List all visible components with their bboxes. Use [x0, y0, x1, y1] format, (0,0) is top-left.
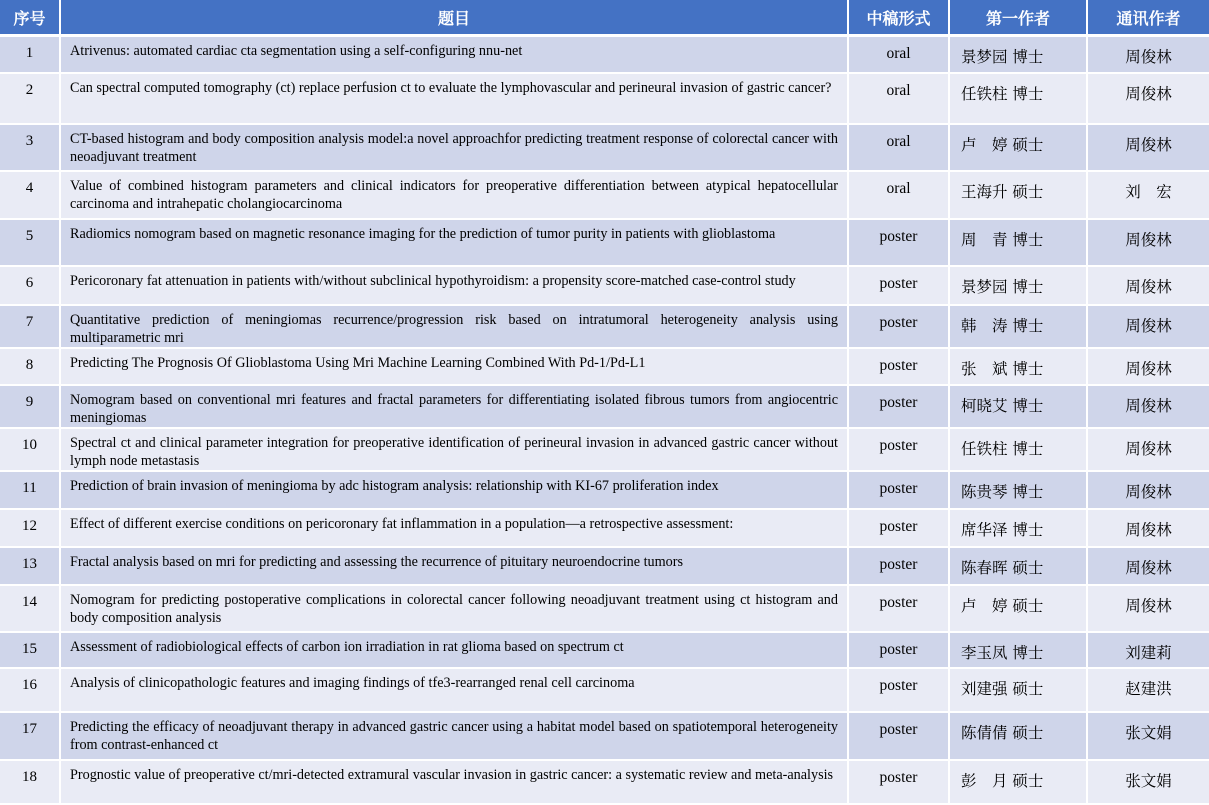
row-first-author [949, 760, 1087, 804]
row-first-author-text: 张 斌 博士 [961, 359, 1044, 378]
row-first-author [949, 547, 1087, 585]
row-corresponding-author [1087, 471, 1209, 509]
row-corresponding-author-text: 周俊林 [1125, 396, 1172, 415]
row-no [0, 760, 60, 804]
row-first-author-text: 刘建强 硕士 [961, 679, 1044, 698]
row-corresponding-author-text: 周俊林 [1125, 48, 1172, 66]
row-title-text: Prognostic value of preoperative ct/mri-detected extramural vascular invasion in gastric cancer: a systematic review and meta-analysis [70, 766, 834, 783]
row-title [60, 632, 848, 668]
row-corresponding-author-text: 周俊林 [1125, 482, 1172, 501]
row-first-author [949, 471, 1087, 509]
row-title-text: Analysis of clinicopathologic features and imaging findings of tfe3-rearranged renal cell carcinoma [70, 674, 635, 691]
row-no [0, 385, 60, 428]
row-first-author [949, 124, 1087, 171]
row-no [0, 266, 60, 305]
header-title: 题目 [60, 0, 848, 36]
row-format-text: poster [879, 436, 918, 454]
row-corresponding-author [1087, 712, 1209, 760]
row-first-author-text: 卢 婷 硕士 [961, 596, 1044, 615]
row-no [0, 632, 60, 668]
row-no [0, 471, 60, 509]
row-corresponding-author [1087, 266, 1209, 305]
row-format [848, 73, 949, 124]
row-title-text: Nomogram based on conventional mri features and fractal parameters for differentiating isolated fibrous tumors from angiocentric meningiomas [70, 391, 838, 426]
row-first-author-text: 陈倩倩 硕士 [961, 723, 1044, 742]
row-title [60, 385, 848, 428]
row-title-text: Prediction of brain invasion of meningioma by adc histogram analysis: relationship with KI-67 proliferation index [70, 477, 719, 494]
row-corresponding-author [1087, 73, 1209, 124]
row-corresponding-author-text: 张文娟 [1125, 723, 1172, 742]
row-first-author-text: 任铁柱 博士 [961, 439, 1044, 458]
row-title [60, 73, 848, 124]
row-format-text: poster [879, 517, 918, 535]
row-title [60, 760, 848, 804]
row-title [60, 428, 848, 471]
header-row [0, 0, 1209, 36]
row-title-text: Nomogram for predicting postoperative complications in colorectal cancer following neoadjuvant treatment using ct histogram and body composition analysis [70, 591, 838, 626]
row-first-author-text: 席华泽 博士 [961, 520, 1044, 539]
row-title [60, 348, 848, 385]
row-title [60, 547, 848, 585]
row-first-author-text: 周 青 博士 [961, 230, 1044, 249]
row-corresponding-author-text: 刘 宏 [1125, 182, 1172, 201]
row-no [0, 585, 60, 632]
row-first-author-text: 彭 月 硕士 [961, 771, 1044, 790]
row-first-author-text: 景梦园 博士 [961, 277, 1044, 296]
row-title [60, 219, 848, 266]
row-no-text: 8 [25, 356, 34, 373]
row-corresponding-author [1087, 760, 1209, 804]
row-corresponding-author-text: 周俊林 [1125, 277, 1172, 296]
table-row [0, 632, 1209, 668]
row-title [60, 305, 848, 348]
row-first-author [949, 712, 1087, 760]
table-row [0, 668, 1209, 712]
row-corresponding-author-text: 周俊林 [1125, 596, 1172, 615]
row-title-text: Radiomics nomogram based on magnetic resonance imaging for the prediction of tumor purity in patients with glioblastoma [70, 225, 776, 242]
row-first-author-text: 任铁柱 博士 [961, 84, 1044, 103]
row-first-author [949, 428, 1087, 471]
table-row [0, 760, 1209, 804]
row-format [848, 668, 949, 712]
row-title-text: Atrivenus: automated cardiac cta segmentation using a self-configuring nnu-net [70, 43, 523, 59]
row-no-text: 10 [22, 436, 37, 453]
table-row [0, 36, 1209, 73]
row-no-text: 12 [22, 517, 37, 534]
table-row [0, 712, 1209, 760]
row-title [60, 471, 848, 509]
row-no-text: 4 [25, 179, 34, 196]
row-format-text: poster [879, 479, 918, 497]
row-format [848, 547, 949, 585]
row-format-text: oral [886, 179, 911, 197]
header-format: 中稿形式 [848, 0, 949, 36]
table-row [0, 348, 1209, 385]
table-row [0, 73, 1209, 124]
row-format-text: poster [879, 640, 918, 658]
row-no [0, 509, 60, 547]
row-corresponding-author-text: 张文娟 [1125, 771, 1172, 790]
row-title [60, 171, 848, 219]
header-no: 序号 [0, 0, 60, 36]
row-format [848, 124, 949, 171]
row-format [848, 171, 949, 219]
row-format-text: poster [879, 768, 918, 786]
row-first-author [949, 305, 1087, 348]
row-format [848, 509, 949, 547]
row-first-author-text: 陈春晖 硕士 [961, 558, 1044, 577]
row-format-text: poster [879, 676, 918, 694]
table-row [0, 585, 1209, 632]
row-no-text: 3 [25, 132, 34, 149]
row-format [848, 760, 949, 804]
row-corresponding-author [1087, 547, 1209, 585]
row-corresponding-author [1087, 428, 1209, 471]
row-first-author [949, 73, 1087, 124]
row-first-author [949, 668, 1087, 712]
row-title [60, 36, 848, 73]
row-format-text: poster [879, 393, 918, 411]
row-no-text: 18 [22, 768, 37, 785]
row-corresponding-author [1087, 585, 1209, 632]
row-format [848, 219, 949, 266]
row-corresponding-author-text: 周俊林 [1125, 230, 1172, 249]
row-corresponding-author [1087, 509, 1209, 547]
row-title-text: Predicting the efficacy of neoadjuvant therapy in advanced gastric cancer using a habitat model based on spatiotemporal heterogeneity from contrast-enhanced ct [70, 718, 838, 753]
row-format [848, 36, 949, 73]
row-no-text: 16 [22, 676, 37, 693]
row-format-text: poster [879, 356, 918, 374]
table-row [0, 471, 1209, 509]
row-format [848, 266, 949, 305]
row-format [848, 585, 949, 632]
table-row [0, 219, 1209, 266]
row-no-text: 6 [25, 274, 34, 291]
row-no [0, 712, 60, 760]
header-corresponding-author: 通讯作者 [1087, 0, 1209, 36]
table-body [0, 36, 1209, 804]
row-corresponding-author-text: 周俊林 [1125, 135, 1172, 154]
row-title [60, 266, 848, 305]
table-row [0, 547, 1209, 585]
row-first-author [949, 219, 1087, 266]
row-title-text: Pericoronary fat attenuation in patients with/without subclinical hypothyroidism: a propensity score-matched case-control study [70, 272, 796, 289]
row-first-author-text: 王海升 硕士 [961, 182, 1044, 201]
row-title-text: Assessment of radiobiological effects of carbon ion irradiation in rat glioma based on spectrum ct [70, 638, 624, 655]
row-no [0, 547, 60, 585]
row-title-text: Fractal analysis based on mri for predicting and assessing the recurrence of pituitary neuroendocrine tumors [70, 553, 684, 570]
row-format [848, 348, 949, 385]
row-title-text: Can spectral computed tomography (ct) replace perfusion ct to evaluate the lymphovascular and perineural invasion of gastric cancer? [70, 79, 832, 96]
row-corresponding-author [1087, 171, 1209, 219]
row-title [60, 712, 848, 760]
row-first-author [949, 171, 1087, 219]
row-format-text: poster [879, 593, 918, 611]
row-no [0, 428, 60, 471]
row-corresponding-author [1087, 632, 1209, 668]
table-row [0, 428, 1209, 471]
row-title-text: Predicting The Prognosis Of Glioblastoma Using Mri Machine Learning Combined With Pd-1/Pd-L1 [70, 354, 646, 371]
row-first-author [949, 385, 1087, 428]
row-no-text: 9 [25, 393, 34, 410]
row-title [60, 668, 848, 712]
table-row [0, 305, 1209, 348]
row-title [60, 509, 848, 547]
row-corresponding-author [1087, 305, 1209, 348]
row-no-text: 13 [22, 555, 37, 572]
row-corresponding-author [1087, 124, 1209, 171]
row-no-text: 17 [22, 720, 37, 737]
row-title [60, 124, 848, 171]
row-no [0, 36, 60, 73]
row-corresponding-author-text: 周俊林 [1125, 359, 1172, 378]
row-first-author-text: 韩 涛 博士 [961, 316, 1044, 335]
row-corresponding-author-text: 周俊林 [1125, 520, 1172, 539]
table-row [0, 509, 1209, 547]
row-corresponding-author-text: 赵建洪 [1125, 679, 1172, 698]
row-no [0, 348, 60, 385]
row-first-author-text: 柯晓艾 博士 [961, 396, 1044, 415]
row-first-author-text: 景梦园 博士 [961, 48, 1044, 66]
row-format-text: poster [879, 274, 918, 292]
row-corresponding-author [1087, 348, 1209, 385]
row-first-author [949, 632, 1087, 668]
header-first-author: 第一作者 [949, 0, 1087, 36]
row-first-author [949, 36, 1087, 73]
row-corresponding-author [1087, 36, 1209, 73]
row-title-text: Effect of different exercise conditions on pericoronary fat inflammation in a population—a retrospective assessment: [70, 515, 734, 532]
row-corresponding-author [1087, 219, 1209, 266]
row-no [0, 124, 60, 171]
row-format [848, 471, 949, 509]
row-no [0, 73, 60, 124]
table-row [0, 124, 1209, 171]
row-format-text: poster [879, 227, 918, 245]
row-corresponding-author-text: 周俊林 [1125, 316, 1172, 335]
row-format [848, 632, 949, 668]
row-corresponding-author-text: 周俊林 [1125, 439, 1172, 458]
row-corresponding-author-text: 周俊林 [1125, 558, 1172, 577]
row-first-author-text: 卢 婷 硕士 [961, 135, 1044, 154]
row-no-text: 14 [22, 593, 37, 610]
row-title-text: CT-based histogram and body composition analysis model:a novel approachfor predicting treatment response of colorectal cancer with neoadjuvant treatment [70, 130, 838, 165]
row-no-text: 11 [22, 479, 37, 496]
row-first-author [949, 266, 1087, 305]
row-format-text: poster [879, 555, 918, 573]
row-no [0, 668, 60, 712]
row-no [0, 305, 60, 348]
row-no-text: 15 [22, 640, 37, 657]
row-no [0, 219, 60, 266]
row-title [60, 585, 848, 632]
row-no-text: 5 [25, 227, 34, 244]
row-first-author [949, 509, 1087, 547]
row-no-text: 2 [25, 81, 34, 98]
table-row [0, 266, 1209, 305]
row-no-text: 1 [25, 45, 34, 61]
row-first-author-text: 李玉凤 博士 [961, 643, 1044, 662]
row-first-author-text: 陈贵琴 博士 [961, 482, 1044, 501]
row-format-text: oral [886, 132, 911, 150]
row-corresponding-author-text: 刘建莉 [1125, 643, 1172, 662]
row-format [848, 712, 949, 760]
row-format-text: poster [879, 720, 918, 738]
row-format [848, 305, 949, 348]
row-format-text: poster [879, 313, 918, 331]
row-format-text: oral [886, 81, 911, 99]
row-first-author [949, 348, 1087, 385]
row-no [0, 171, 60, 219]
table-row [0, 171, 1209, 219]
row-title-text: Spectral ct and clinical parameter integration for preoperative identification of perineural invasion in advanced gastric cancer without lymph node metastasis [70, 434, 838, 469]
row-no-text: 7 [25, 313, 34, 330]
row-first-author [949, 585, 1087, 632]
table-row [0, 385, 1209, 428]
row-title-text: Value of combined histogram parameters and clinical indicators for preoperative differentiation between atypical hepatocellular carcinoma and intrahepatic cholangiocarcinoma [70, 177, 838, 212]
row-format [848, 428, 949, 471]
row-corresponding-author [1087, 668, 1209, 712]
row-format [848, 385, 949, 428]
row-corresponding-author [1087, 385, 1209, 428]
row-format-text: oral [886, 45, 911, 62]
row-corresponding-author-text: 周俊林 [1125, 84, 1172, 103]
row-title-text: Quantitative prediction of meningiomas recurrence/progression risk based on intratumoral heterogeneity analysis using multiparametric mri [70, 311, 838, 346]
